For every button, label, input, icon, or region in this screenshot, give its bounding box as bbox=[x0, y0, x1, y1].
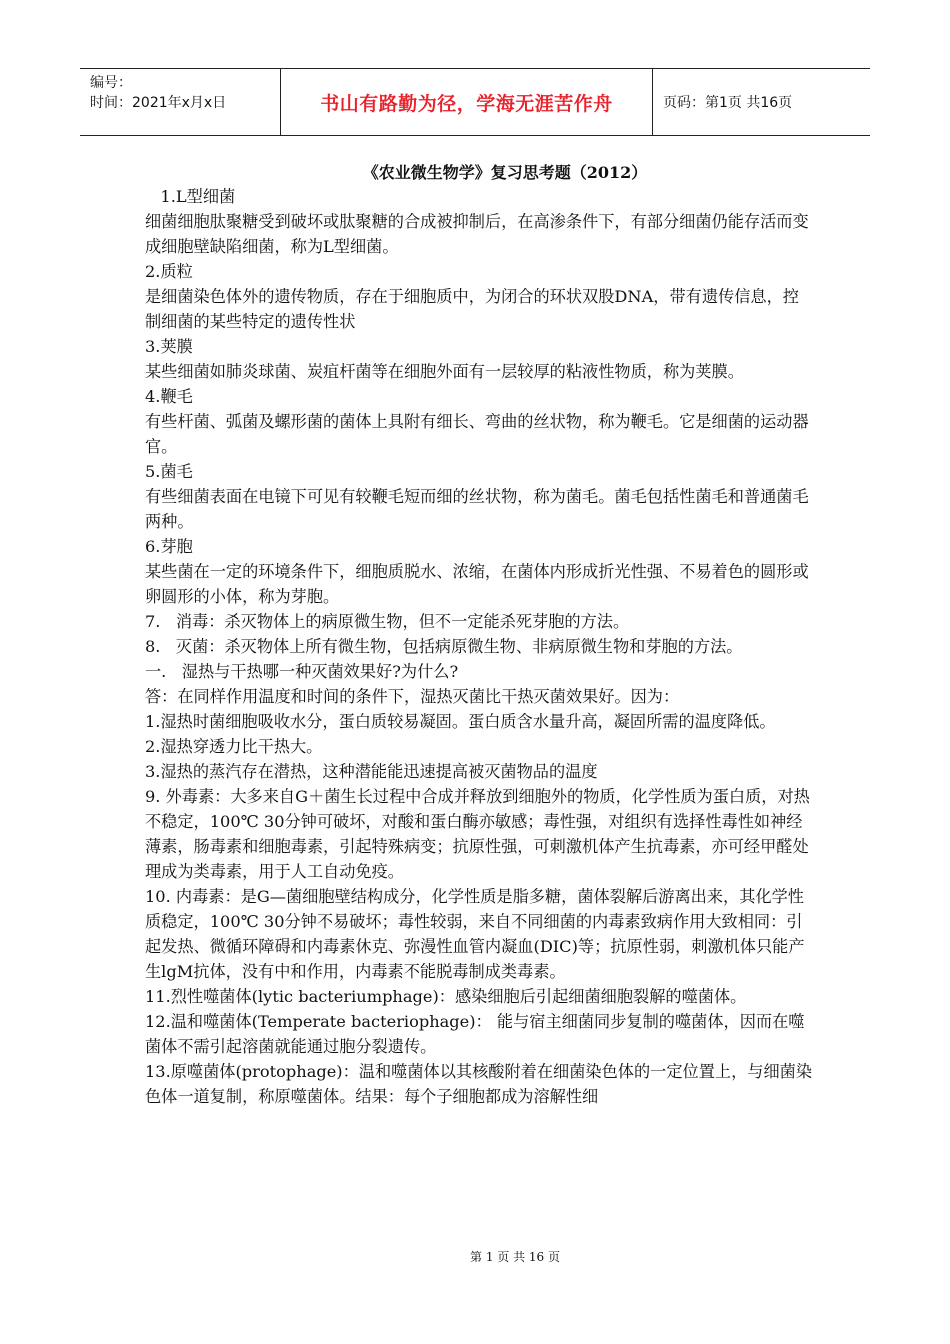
paragraph: 有些细菌表面在电镜下可见有较鞭毛短而细的丝状物，称为菌毛。菌毛包括性菌毛和普通菌毛两种。 bbox=[145, 487, 809, 531]
paragraph: 7. 消毒：杀灭物体上的病原微生物，但不一定能杀死芽胞的方法。 bbox=[145, 612, 630, 631]
paragraph: 某些细菌如肺炎球菌、炭疽杆菌等在细胞外面有一层较厚的粘液性物质，称为荚膜。 bbox=[145, 362, 744, 381]
paragraph: 3.荚膜 bbox=[145, 337, 193, 356]
paragraph: 8. 灭菌：杀灭物体上所有微生物，包括病原微生物、非病原微生物和芽胞的方法。 bbox=[145, 637, 743, 656]
paragraph: 10. 内毒素：是G—菌细胞壁结构成分，化学性质是脂多糖，菌体裂解后游离出来，其化学性质稳定，100℃ 30分钟不易破坏；毒性较弱，来自不同细菌的内毒素致病作用大致相同：引起发热、微循环障碍和内毒素休克、弥漫性血管内凝血(DIC)等；抗原性弱，刺激机体只能产生lgM抗体，没有中和作用，内毒素不能脱毒制成类毒素。 bbox=[145, 887, 805, 981]
paragraph: 一. 湿热与干热哪一种灭菌效果好?为什么? bbox=[145, 662, 459, 681]
paragraph: 11.烈性噬菌体(lytic bacteriumphage)：感染细胞后引起细菌细胞裂解的噬菌体。 bbox=[145, 987, 747, 1006]
paragraph: 有些杆菌、弧菌及螺形菌的菌体上具附有细长、弯曲的丝状物，称为鞭毛。它是细菌的运动器官。 bbox=[145, 412, 809, 456]
paragraph: 12.温和噬菌体(Temperate bacteriophage)： 能与宿主细菌同步复制的噬菌体，因而在噬菌体不需引起溶菌就能通过胞分裂遗传。 bbox=[145, 1012, 805, 1056]
paragraph: 5.菌毛 bbox=[145, 462, 193, 481]
paragraph: 答：在同样作用温度和时间的条件下，湿热灭菌比干热灭菌效果好。因为： bbox=[145, 687, 680, 706]
paragraph: 6.芽胞 bbox=[145, 537, 193, 556]
paragraph: 2.湿热穿透力比干热大。 bbox=[145, 737, 323, 756]
header-page-info: 页码：第1页 共16页 bbox=[663, 95, 793, 111]
paragraph: 3.湿热的蒸汽存在潜热，这种潜能能迅速提高被灭菌物品的温度 bbox=[145, 762, 598, 781]
paragraph: 是细菌染色体外的遗传物质，存在于细胞质中，为闭合的环状双股DNA，带有遗传信息，控制细菌的某些特定的遗传性状 bbox=[145, 287, 799, 331]
page-footer: 第 1 页 共 16 页 bbox=[470, 1250, 560, 1264]
header-motto: 书山有路勤为径，学海无涯苦作舟 bbox=[281, 69, 653, 135]
paragraph: 细菌细胞肽聚糖受到破坏或肽聚糖的合成被抑制后，在高渗条件下，有部分细菌仍能存活而变成细胞壁缺陷细菌，称为L型细菌。 bbox=[145, 212, 809, 256]
paragraph: 2.质粒 bbox=[145, 262, 193, 281]
paragraph: 某些菌在一定的环境条件下，细胞质脱水、浓缩，在菌体内形成折光性强、不易着色的圆形或卵圆形的小体，称为芽胞。 bbox=[145, 562, 809, 606]
paragraph: 1.湿热时菌细胞吸收水分，蛋白质较易凝固。蛋白质含水量升高，凝固所需的温度降低。 bbox=[145, 712, 776, 731]
paragraph: 1.L型细菌 bbox=[145, 187, 236, 206]
document-title: 《农业微生物学》复习思考题（2012） bbox=[362, 163, 648, 182]
header-table bbox=[80, 68, 870, 136]
code-label: 编号： bbox=[90, 75, 132, 91]
document-body bbox=[145, 184, 813, 1109]
paragraph: 9. 外毒素：大多来自G＋菌生长过程中合成并释放到细胞外的物质，化学性质为蛋白质，对热不稳定，100℃ 30分钟可破坏，对酸和蛋白酶亦敏感；毒性强，对组织有选择性毒性如神经薄素，肠毒素和细胞毒素，引起特殊病变；抗原性强，可刺激机体产生抗毒素，亦可经甲醛处理成为类毒素，用于人工自动免疫。 bbox=[145, 787, 810, 881]
header-meta bbox=[80, 69, 281, 135]
paragraph: 4.鞭毛 bbox=[145, 387, 193, 406]
paragraph: 13.原噬菌体(protophage)：温和噬菌体以其核酸附着在细菌染色体的一定位置上，与细菌染色体一道复制，称原噬菌体。结果：每个子细胞都成为溶解性细 bbox=[145, 1062, 813, 1106]
time-label: 时间：2021年x月x日 bbox=[90, 95, 227, 111]
